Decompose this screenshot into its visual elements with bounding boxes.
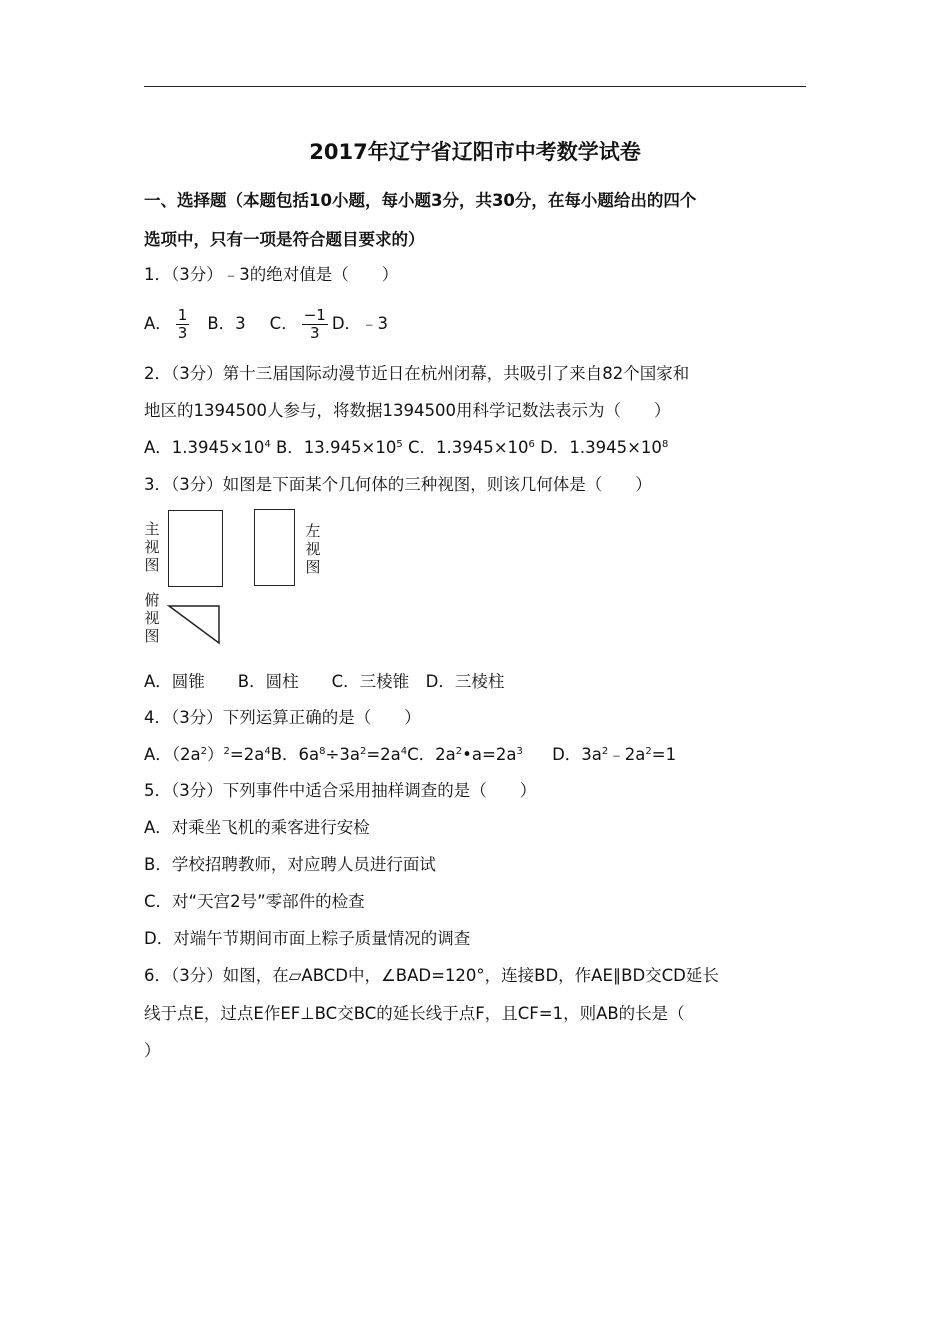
fraction-numerator: 1 [177,305,188,324]
q6-stem-line1: 6．（3分）如图，在▱ABCD中，∠BAD=120°，连接BD，作AE∥BD交CD延长 [144,966,719,985]
label-char: 视 [144,538,160,556]
q2-stem-line2: 地区的1394500人参与，将数据1394500用科学记数法表示为（ ） [144,401,671,420]
text: D．3a [552,745,602,764]
q1-option-d: D．﹣3 [331,314,389,333]
label-char: 左 [305,522,321,540]
q1-option-c-fraction [302,307,328,342]
q1-option-b: B．3 [207,314,246,333]
q1-option-a-fraction [176,307,190,342]
top-view-triangle [164,600,226,648]
label-char: 图 [144,627,160,645]
section-heading-line2: 选项中，只有一项是符合题目要求的） [144,230,425,249]
q2-option-c: C．1.3945×10 [407,438,529,457]
label-char: 图 [305,558,321,576]
q3-options: A．圆锥 B．圆柱 C．三棱锥 D．三棱柱 [144,672,505,691]
label-char: 视 [305,540,321,558]
front-view-rectangle [168,510,223,587]
q4-options [144,744,814,766]
q5-option-d: D．对端午节期间市面上粽子质量情况的调查 [144,929,471,948]
header-rule [144,86,806,87]
text: A．（2a [144,745,201,764]
label-char: 视 [144,609,160,627]
exponent: 2 [200,746,208,757]
text: C．2a [407,745,456,764]
q2-options [144,437,814,459]
q1-stem: 1．（3分）﹣3的绝对值是（ ） [144,265,399,284]
text: ÷3a [325,745,360,764]
q4-option-b [271,745,407,764]
q2-option-d: D．1.3945×10 [540,438,662,457]
exponent: 4 [264,439,271,450]
exponent: 3 [516,746,523,757]
fraction-denominator: 3 [309,323,320,342]
exponent: 6 [528,439,535,450]
text: ﹣2a [608,745,646,764]
label-char: 图 [144,556,160,574]
q6-stem-line3: ） [144,1041,161,1060]
q1-options [144,304,814,344]
q3-stem: 3．（3分）如图是下面某个几何体的三种视图，则该几何体是（ ） [144,475,652,494]
exam-title: 2017年辽宁省辽阳市中考数学试卷 [309,140,641,164]
fraction-numerator: −1 [303,305,326,324]
label-char: 俯 [144,591,160,609]
text: •a=2a [462,745,517,764]
exponent: 5 [396,439,403,450]
section-heading-line1: 一、选择题（本题包括10小题，每小题3分，共30分，在每小题给出的四个 [144,191,697,210]
q1-option-a-label: A． [144,314,172,333]
label-char: 主 [144,520,160,538]
q2-option-b: B．13.945×10 [275,438,397,457]
exponent: 2 [601,746,609,757]
exponent: 2 [359,746,367,757]
text: =2a [366,745,401,764]
q5-option-c: C．对“天宫2号”零部件的检查 [144,892,365,911]
top-view-label [143,591,161,645]
q6-stem-line2: 线于点E，过点E作EF⊥BC交BC的延长线于点F，且CF=1，则AB的长是（ [144,1004,685,1023]
side-view-label [304,522,322,576]
exponent: 8 [661,439,669,450]
q2-option-a: A．1.3945×10 [144,438,265,457]
exponent: 2 [223,746,230,757]
exponent: 8 [319,746,326,757]
text: ） [207,745,224,764]
exponent: 2 [455,746,463,757]
text: B．6a [270,745,320,764]
q2-stem-line1: 2．（3分）第十三届国际动漫节近日在杭州闭幕，共吸引了来自82个国家和 [144,364,690,383]
q4-option-d [552,745,676,764]
text: =1 [651,745,677,764]
q5-option-b: B．学校招聘教师，对应聘人员进行面试 [144,855,436,874]
q1-option-c-label: C． [269,314,298,333]
exponent: 4 [400,746,408,757]
text: =2a [229,745,265,764]
q4-option-c [407,745,523,764]
q4-option-a [144,745,271,764]
exponent: 4 [264,746,271,757]
q5-stem: 5．（3分）下列事件中适合采用抽样调查的是（ ） [144,781,537,800]
q4-stem: 4．（3分）下列运算正确的是（ ） [144,708,421,727]
q5-option-a: A．对乘坐飞机的乘客进行安检 [144,818,370,837]
side-view-rectangle [254,509,295,586]
exponent: 2 [645,746,652,757]
fraction-denominator: 3 [177,323,188,342]
front-view-label [143,520,161,574]
